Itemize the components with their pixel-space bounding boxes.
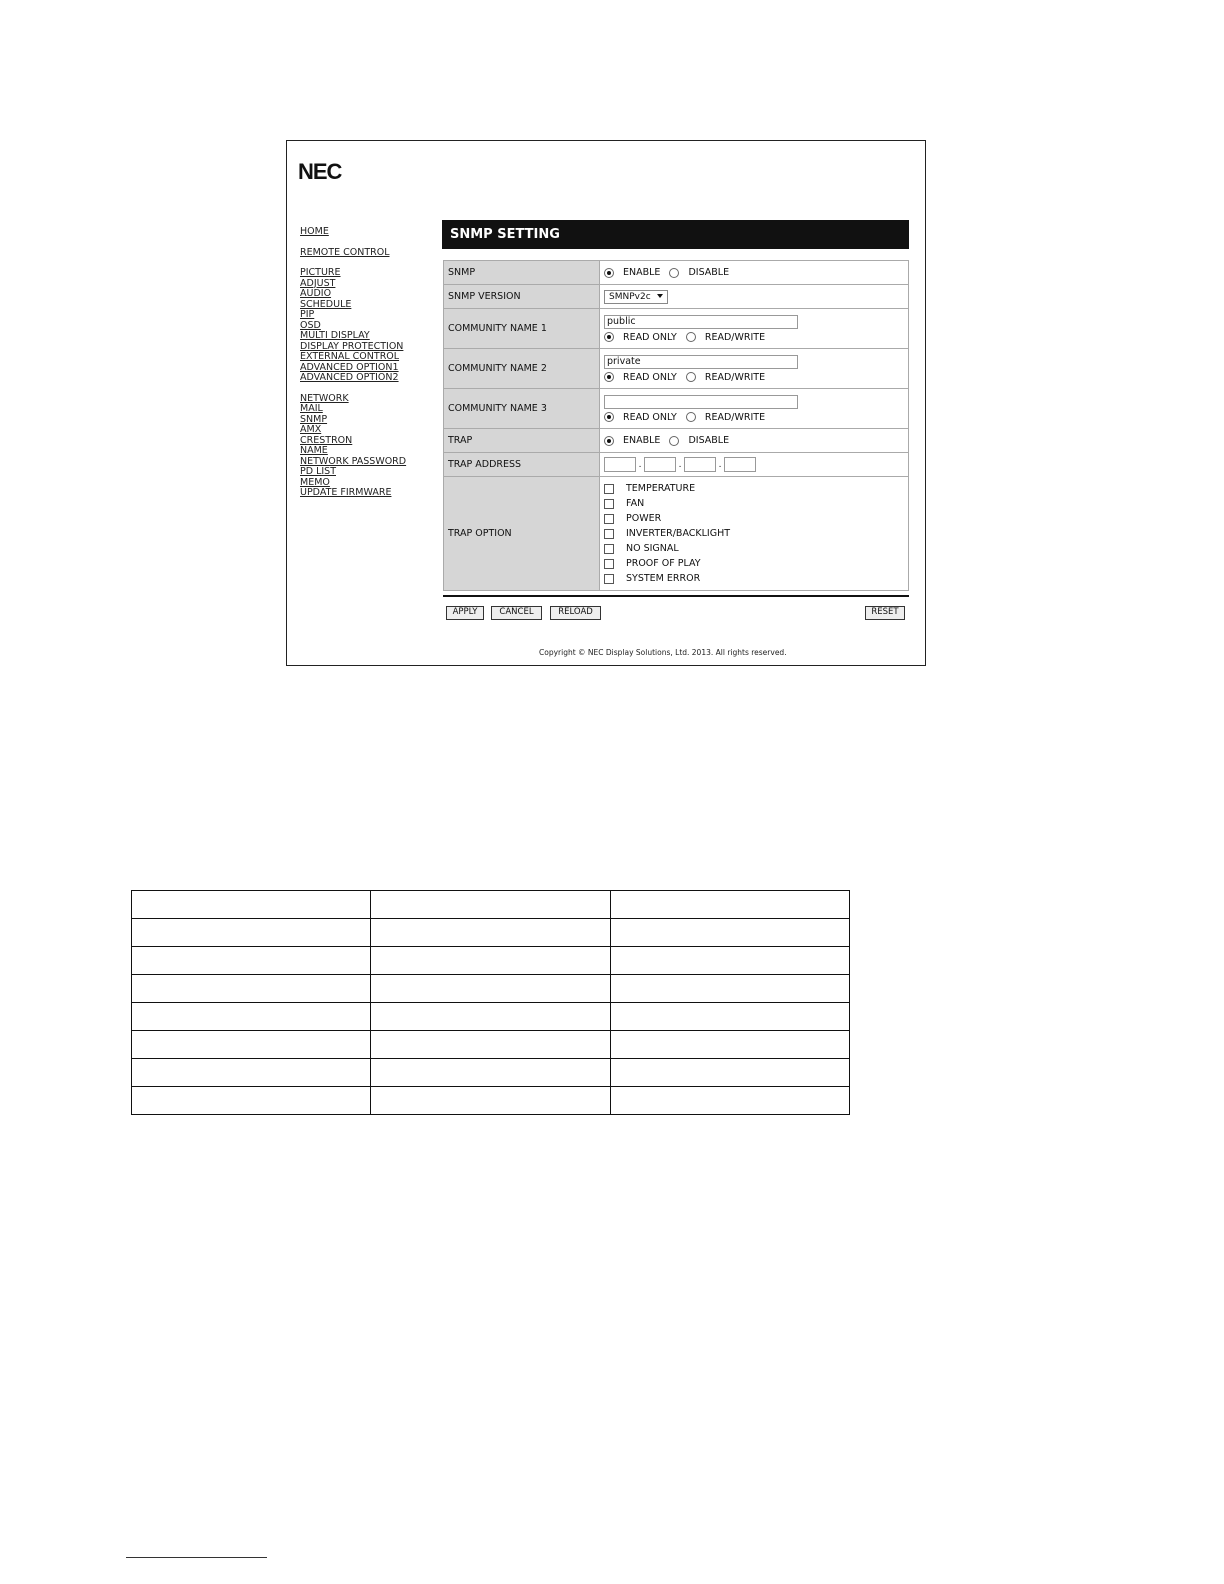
trap-enable-radio[interactable] <box>604 436 614 446</box>
table-row <box>132 891 850 919</box>
empty-grid-table <box>131 890 850 1115</box>
community-1-read-only-radio[interactable] <box>604 332 614 342</box>
nav-link-advanced-option1[interactable]: ADVANCED OPTION1 <box>300 361 399 373</box>
reset-button[interactable]: RESET <box>865 606 905 620</box>
ip-separator: . <box>718 459 722 470</box>
table-row <box>444 349 909 389</box>
trap-address-octet-2[interactable] <box>644 457 676 472</box>
community-1-read-write-label: READ/WRITE <box>704 331 766 343</box>
community-2-read-write-radio[interactable] <box>686 372 696 382</box>
chevron-down-icon <box>657 294 663 298</box>
trap-address-octet-4[interactable] <box>724 457 756 472</box>
nav-link-crestron[interactable]: CRESTRON <box>300 434 353 446</box>
trap-address-label: TRAP ADDRESS <box>444 453 600 477</box>
trap-system-error-label: SYSTEM ERROR <box>626 573 701 584</box>
snmp-version-value: SMNPv2c <box>609 291 651 302</box>
cancel-button[interactable]: CANCEL <box>491 606 542 620</box>
trap-fan-checkbox[interactable] <box>604 499 614 509</box>
table-row <box>444 285 909 309</box>
page-title: SNMP SETTING <box>442 220 909 249</box>
nav-link-audio[interactable]: AUDIO <box>300 288 332 299</box>
nav-link-amx[interactable]: AMX <box>300 424 322 435</box>
community-name-1-input[interactable]: public <box>604 315 798 329</box>
table-row <box>444 429 909 453</box>
trap-no-signal-label: NO SIGNAL <box>626 543 679 554</box>
snmp-enable-label: ENABLE <box>623 267 661 278</box>
nav-link-schedule[interactable]: SCHEDULE <box>300 298 352 310</box>
community-3-read-only-radio[interactable] <box>604 412 614 422</box>
nav-link-advanced-option2[interactable]: ADVANCED OPTION2 <box>300 372 399 383</box>
snmp-disable-radio[interactable] <box>669 268 679 278</box>
trap-disable-radio[interactable] <box>669 436 679 446</box>
copyright-text: Copyright © NEC Display Solutions, Ltd. 2013. All rights reserved. <box>539 648 787 657</box>
table-row <box>444 477 909 591</box>
table-row <box>132 975 850 1003</box>
community-2-read-write-label: READ/WRITE <box>704 371 766 383</box>
divider <box>443 595 909 597</box>
trap-temperature-label: TEMPERATURE <box>626 483 696 494</box>
browser-screenshot-frame <box>286 140 926 666</box>
nav-link-network-password[interactable]: NETWORK PASSWORD <box>300 455 407 467</box>
trap-proof-of-play-label: PROOF OF PLAY <box>626 558 701 569</box>
table-row <box>132 947 850 975</box>
community-1-read-write-radio[interactable] <box>686 332 696 342</box>
table-row <box>132 1003 850 1031</box>
nav-link-osd[interactable]: OSD <box>300 319 321 331</box>
table-row <box>444 261 909 285</box>
trap-address-octet-1[interactable] <box>604 457 636 472</box>
snmp-label: SNMP <box>444 261 600 285</box>
trap-temperature-checkbox[interactable] <box>604 484 614 494</box>
table-row <box>132 919 850 947</box>
table-row <box>132 1059 850 1087</box>
nav-link-pd-list[interactable]: PD LIST <box>300 466 336 477</box>
nav-link-snmp[interactable]: SNMP <box>300 413 328 425</box>
apply-button[interactable]: APPLY <box>446 606 484 620</box>
ip-separator: . <box>638 459 642 470</box>
trap-option-label: TRAP OPTION <box>444 477 600 591</box>
community-name-2-label: COMMUNITY NAME 2 <box>444 349 600 389</box>
trap-inverter-backlight-checkbox[interactable] <box>604 529 614 539</box>
trap-enable-label: ENABLE <box>623 435 661 446</box>
snmp-version-label: SNMP VERSION <box>444 285 600 309</box>
nav-link-external-control[interactable]: EXTERNAL CONTROL <box>300 351 400 362</box>
trap-fan-label: FAN <box>626 498 645 509</box>
community-1-read-only-label: READ ONLY <box>623 331 677 343</box>
trap-inverter-backlight-label: INVERTER/BACKLIGHT <box>626 528 731 539</box>
nav-link-display-protection[interactable]: DISPLAY PROTECTION <box>300 340 404 352</box>
table-row <box>132 1031 850 1059</box>
community-3-read-only-label: READ ONLY <box>623 411 677 423</box>
snmp-settings-table <box>443 260 909 591</box>
trap-address-octet-3[interactable] <box>684 457 716 472</box>
table-row <box>132 1087 850 1115</box>
community-name-3-input[interactable] <box>604 395 798 409</box>
community-name-2-input[interactable]: private <box>604 355 798 369</box>
trap-disable-label: DISABLE <box>688 435 730 446</box>
nav-link-update-firmware[interactable]: UPDATE FIRMWARE <box>300 487 392 498</box>
trap-proof-of-play-checkbox[interactable] <box>604 559 614 569</box>
snmp-disable-label: DISABLE <box>688 267 730 278</box>
nec-logo: NEC <box>298 159 342 184</box>
nav-link-memo[interactable]: MEMO <box>300 476 330 488</box>
nav-link-network[interactable]: NETWORK <box>300 392 349 404</box>
nav-link-multi-display[interactable]: MULTI DISPLAY <box>300 330 370 341</box>
snmp-enable-radio[interactable] <box>604 268 614 278</box>
community-3-read-write-label: READ/WRITE <box>704 411 766 423</box>
trap-power-checkbox[interactable] <box>604 514 614 524</box>
table-row <box>444 389 909 429</box>
footnote-rule <box>126 1557 267 1558</box>
community-name-1-label: COMMUNITY NAME 1 <box>444 309 600 349</box>
community-3-read-write-radio[interactable] <box>686 412 696 422</box>
ip-separator: . <box>678 459 682 470</box>
nav-link-adjust[interactable]: ADJUST <box>300 277 336 289</box>
table-row <box>444 453 909 477</box>
community-2-read-only-radio[interactable] <box>604 372 614 382</box>
nav-link-mail[interactable]: MAIL <box>300 403 323 414</box>
nav-link-home[interactable]: HOME <box>300 226 329 237</box>
trap-system-error-checkbox[interactable] <box>604 574 614 584</box>
nav-link-name[interactable]: NAME <box>300 445 328 456</box>
snmp-version-select[interactable] <box>604 290 668 304</box>
community-name-3-label: COMMUNITY NAME 3 <box>444 389 600 429</box>
nav-link-pip[interactable]: PIP <box>300 309 315 320</box>
trap-power-label: POWER <box>626 513 662 524</box>
table-row <box>444 309 909 349</box>
sidebar-nav <box>300 227 440 499</box>
trap-label: TRAP <box>444 429 600 453</box>
nav-link-picture[interactable]: PICTURE <box>300 267 341 278</box>
trap-no-signal-checkbox[interactable] <box>604 544 614 554</box>
community-2-read-only-label: READ ONLY <box>623 371 677 383</box>
nav-link-remote-control[interactable]: REMOTE CONTROL <box>300 246 390 258</box>
reload-button[interactable]: RELOAD <box>550 606 601 620</box>
